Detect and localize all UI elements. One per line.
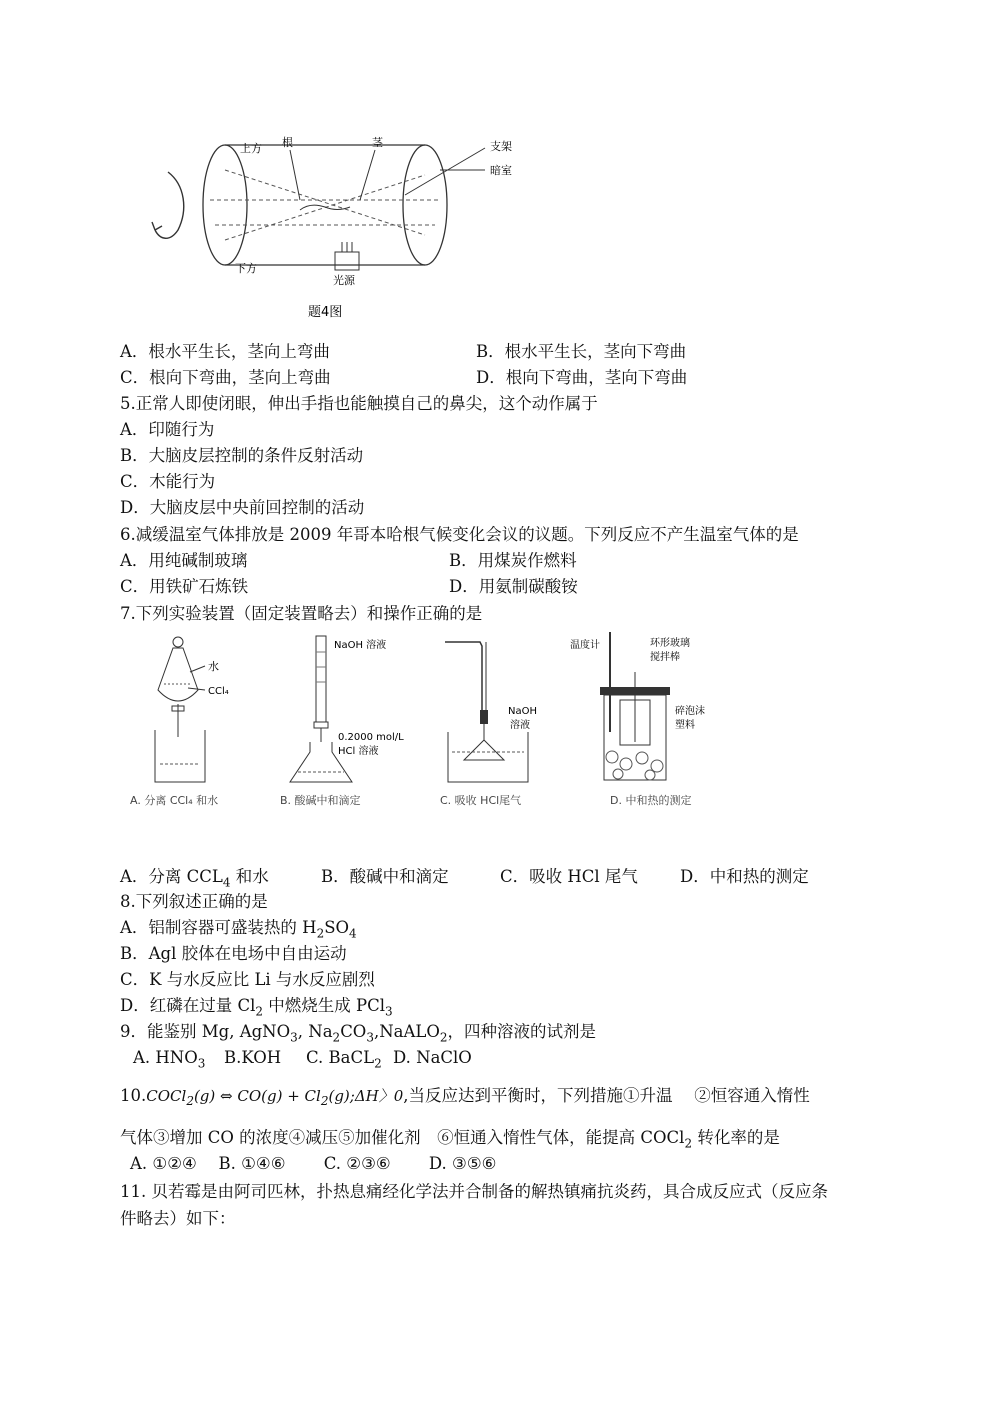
q8-option-b: B．Agl 胶体在电场中自由运动 [120,944,347,963]
figure-q7-apparatus [130,632,750,817]
q9-stem: 9．能鉴别 Mg, AgNO$_3$, $Na_2CO_3,NaALO_2$，四种溶液的试剂是 [120,1022,597,1045]
q7-option-a: A．分离 $CCL_4$ 和水 [120,867,269,890]
q7-option-c: C．吸收 HCl 尾气 [500,867,638,886]
q4-option-b: B．根水平生长，茎向下弯曲 [476,342,687,361]
figure-caption: 题4图 [308,305,343,320]
label-naoh: NaOH [508,706,537,717]
q7-stem: 7.下列实验装置（固定装置略去）和操作正确的是 [120,604,483,623]
q11-stem-line2: 件略去）如下： [120,1209,236,1228]
q4-option-a: A．根水平生长，茎向上弯曲 [120,342,330,361]
label-darkroom: 暗室 [490,164,512,177]
caption-a: A. 分离 CCl₄ 和水 [130,794,219,807]
caption-d: D. 中和热的测定 [610,794,692,807]
label-light: 光源 [333,274,355,287]
apparatus-a-separatory-funnel [130,637,229,807]
label-naoh-solution: NaOH 溶液 [334,640,387,651]
label-ring-glass: 环形玻璃 [650,638,690,649]
q10-equation: COCl$_2$(g) ⇔ $CO(g) + Cl_2(g);\Delta H$〉0 [146,1087,404,1108]
q5-option-d: D．大脑皮层中央前回控制的活动 [120,498,365,517]
q9-option-a: A. $HNO_3$ [133,1048,206,1071]
q6-option-b: B．用煤炭作燃料 [449,551,577,570]
label-root: 根 [282,136,293,149]
q10-stem-line2: 气体③增加 CO 的浓度④减压⑤加催化剂 ⑥恒通入惰性气体，能提高 COCl$_2$ 转化率的是 [120,1128,780,1151]
q7-option-d: D．中和热的测定 [680,867,809,886]
q11-stem-line1: 11. 贝若霉是由阿司匹林，扑热息痛经化学法并合制备的解热镇痛抗炎药，具合成反应式（反应条 [120,1182,828,1201]
q8-stem: 8.下列叙述正确的是 [120,892,268,911]
label-bracket: 支架 [490,140,512,153]
q5-stem: 5.正常人即使闭眼，伸出手指也能触摸自己的鼻尖，这个动作属于 [120,394,598,413]
figure-q4-rotating-tube [140,130,540,325]
label-bottom: 下方 [235,262,257,275]
label-thermometer: 温度计 [570,640,600,651]
q6-option-c: C．用铁矿石炼铁 [120,577,249,596]
q9-option-d: D. NaClO [393,1048,472,1067]
label-top: 上方 [240,142,262,155]
apparatus-b-titration [280,636,404,807]
q5-option-a: A．印随行为 [120,420,215,439]
q8-option-a: A．铝制容器可盛装热的 $H_2SO_4$ [120,918,357,941]
caption-b: B. 酸碱中和滴定 [280,794,361,807]
q6-option-a: A．用纯碱制玻璃 [120,551,248,570]
q8-option-d: D．红磷在过量 $Cl_2$ 中燃烧生成 PCl$_3$ [120,996,393,1019]
label-hcl-solution: HCl 溶液 [338,746,379,757]
apparatus-c-absorption [440,642,537,807]
q6-stem: 6.减缓温室气体排放是 2009 年哥本哈根气候变化会议的议题。下列反应不产生温室气体的是 [120,525,799,544]
label-foam: 碎泡沫 [675,706,705,717]
label-concentration: 0.2000 mol/L [338,732,404,743]
q10-stem: 10.COCl$_2$(g) ⇔ $CO(g) + Cl_2(g);\Delta H$〉0,当反应达到平衡时，下列措施①升温 ②恒容通入惰性 [120,1086,810,1108]
caption-c: C. 吸收 HCl尾气 [440,794,522,807]
apparatus-d-calorimeter [570,632,705,807]
q7-option-b: B．酸碱中和滴定 [321,867,449,886]
label-plastic: 塑料 [675,720,695,731]
label-solution: 溶液 [510,720,530,731]
q4-option-d: D．根向下弯曲，茎向下弯曲 [476,368,688,387]
label-water: 水 [208,660,219,673]
q9-option-b: B.KOH [224,1048,282,1067]
q8-option-c: C．K 与水反应比 Li 与水反应剧烈 [120,970,375,989]
label-stem: 茎 [372,136,383,149]
q10-options: A. ①②④ B. ①④⑥ C. ②③⑥ D. ③⑤⑥ [130,1154,497,1173]
label-ccl4: CCl₄ [208,686,229,697]
label-stir-rod: 搅拌棒 [650,652,680,663]
q9-option-c: C. BaCL$_2$ [306,1048,382,1071]
q5-option-c: C．木能行为 [120,472,216,491]
q5-option-b: B．大脑皮层控制的条件反射活动 [120,446,364,465]
q6-option-d: D．用氨制碳酸铵 [449,577,578,596]
q4-option-c: C．根向下弯曲，茎向上弯曲 [120,368,331,387]
